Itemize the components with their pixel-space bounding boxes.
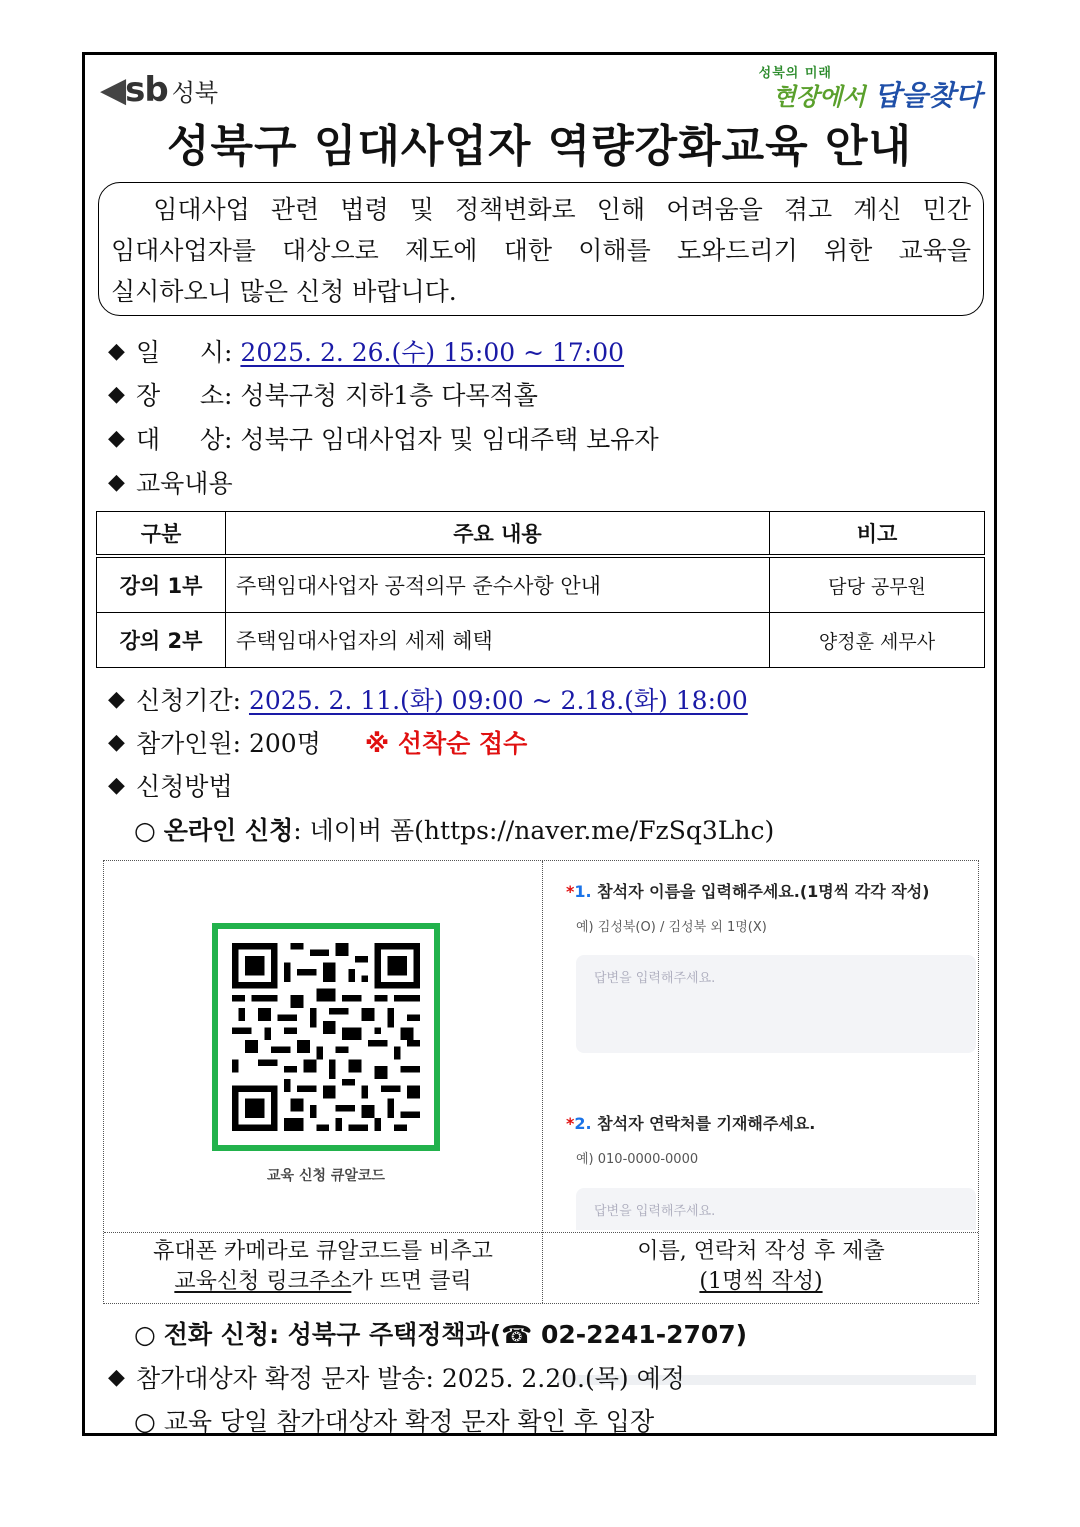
row-note: 양정훈 세무사: [770, 613, 985, 668]
qr-code[interactable]: [212, 923, 440, 1151]
online-apply: [134, 811, 774, 847]
target-value: 성북구 임대사업자 및 임대주택 보유자: [240, 425, 659, 454]
question-2-example: 예) 010-0000-0000: [576, 1152, 699, 1167]
apply-method: [108, 767, 233, 803]
question-2: [566, 1111, 815, 1134]
answer-input-1[interactable]: 답변을 입력해주세요.: [576, 955, 976, 1053]
question-1-example: 예) 김성북(O) / 김성북 외 1명(X): [576, 920, 767, 935]
question-number: 1.: [574, 882, 592, 901]
question-text: 참석자 연락처를 기재해주세요.: [597, 1114, 816, 1133]
slogan-small: 성북의 미래: [758, 66, 832, 81]
question-number: 2.: [574, 1114, 592, 1133]
circle-bullet-icon: ○: [134, 1407, 156, 1436]
diamond-bullet-icon: ◆: [108, 729, 125, 755]
form-instruction: [542, 1237, 980, 1297]
place-label: 장 소:: [136, 381, 233, 410]
intro-box: [98, 182, 984, 316]
row-part: 강의 1부: [97, 556, 226, 613]
date-value: 2025. 2. 26.(수) 15:00 ~ 17:00: [240, 338, 625, 367]
schedule-table: [96, 511, 985, 668]
diamond-bullet-icon: ◆: [108, 425, 125, 451]
divider: [104, 1232, 978, 1233]
sb-brand-mark: ◀sb: [100, 70, 168, 110]
online-label: 온라인 신청: [163, 816, 294, 845]
header-content: 주요 내용: [226, 512, 770, 557]
table-row: [97, 613, 985, 668]
header-part: 구분: [97, 512, 226, 557]
circle-bullet-icon: ○: [134, 1320, 156, 1349]
required-mark: *: [566, 1114, 575, 1133]
diamond-bullet-icon: ◆: [108, 469, 125, 495]
slogan-part1: 현장에서: [772, 83, 866, 111]
diamond-bullet-icon: ◆: [108, 686, 125, 712]
row-part: 강의 2부: [97, 613, 226, 668]
confirm-note-text: 교육 당일 참가대상자 확정 문자 확인 후 입장: [163, 1407, 655, 1436]
confirm-note: [134, 1402, 654, 1438]
row-note: 담당 공무원: [770, 556, 985, 613]
capacity-label: 참가인원:: [136, 729, 242, 758]
confirm-label: 참가대상자 확정 문자 발송: 2025. 2.20.(목) 예정: [136, 1364, 685, 1393]
link-address-text: 교육신청 링크주소: [174, 1269, 352, 1294]
confirm-sms: [108, 1359, 685, 1395]
qr-section: [103, 860, 979, 1304]
capacity-value: 200명: [248, 729, 321, 758]
capacity-note: ※ 선착순 접수: [364, 729, 528, 758]
answer-input-2[interactable]: 답변을 입력해주세요.: [576, 1188, 976, 1230]
diamond-bullet-icon: ◆: [108, 772, 125, 798]
qr-instruction-line-1: 휴대폰 카메라로 큐알코드를 비추고: [153, 1239, 493, 1264]
page-title: 성북구 임대사업자 역량강화교육 안내: [166, 121, 913, 172]
qr-caption: 교육 신청 큐알코드: [267, 1168, 385, 1184]
period-label: 신청기간:: [136, 686, 242, 715]
qr-instruction: [104, 1237, 542, 1297]
district-name: 성북: [171, 78, 219, 107]
row-content: 주택임대사업자의 세제 혜택: [226, 613, 770, 668]
phone-label: 전화 신청: 성북구 주택정책과(☎ 02-2241-2707): [163, 1320, 748, 1349]
diamond-bullet-icon: ◆: [108, 338, 125, 364]
phone-apply: [134, 1315, 747, 1351]
header-note: 비고: [770, 512, 985, 557]
qr-code-icon: [232, 943, 420, 1131]
qr-instruction-line-2: 교육신청 링크주소가 뜨면 클릭: [174, 1269, 472, 1294]
info-content: [108, 464, 233, 500]
place-value: 성북구청 지하1층 다목적홀: [240, 381, 538, 410]
diamond-bullet-icon: ◆: [108, 381, 125, 407]
required-mark: *: [566, 882, 575, 901]
slogan-part2: 답을찾다: [873, 79, 982, 112]
slogan-logo: [758, 62, 982, 114]
diamond-bullet-icon: ◆: [108, 1364, 125, 1390]
method-label: 신청방법: [136, 772, 233, 801]
seongbuk-logo: [100, 70, 218, 110]
question-text: 참석자 이름을 입력해주세요.(1명씩 각각 작성): [597, 882, 930, 901]
circle-bullet-icon: ○: [134, 816, 156, 845]
info-target: [108, 420, 659, 456]
apply-period: [108, 681, 748, 717]
form-instruction-line-1: 이름, 연락처 작성 후 제출: [637, 1239, 885, 1264]
info-date: [108, 333, 624, 369]
row-content: 주택임대사업자 공적의무 준수사항 안내: [226, 556, 770, 613]
content-label: 교육내용: [136, 469, 233, 498]
intro-line-2: 임대사업자를 대상으로 제도에 대한 이해를 도와드리기 위한 교육을: [111, 236, 971, 265]
target-label: 대 상:: [136, 425, 233, 454]
table-row: [97, 556, 985, 613]
online-link[interactable]: : 네이버 폼(https://naver.me/FzSq3Lhc): [293, 816, 775, 845]
question-1: [566, 879, 930, 902]
apply-capacity: [108, 724, 527, 760]
intro-line-1: 임대사업 관련 법령 및 정책변화로 인해 어려움을 겪고 계신 민간: [153, 195, 971, 224]
form-instruction-line-2: (1명씩 작성): [699, 1269, 823, 1294]
date-label: 일 시:: [136, 338, 233, 367]
period-value: 2025. 2. 11.(화) 09:00 ~ 2.18.(화) 18:00: [248, 686, 748, 715]
intro-line-3: 실시하오니 많은 신청 바랍니다.: [111, 277, 457, 306]
info-place: [108, 376, 538, 412]
